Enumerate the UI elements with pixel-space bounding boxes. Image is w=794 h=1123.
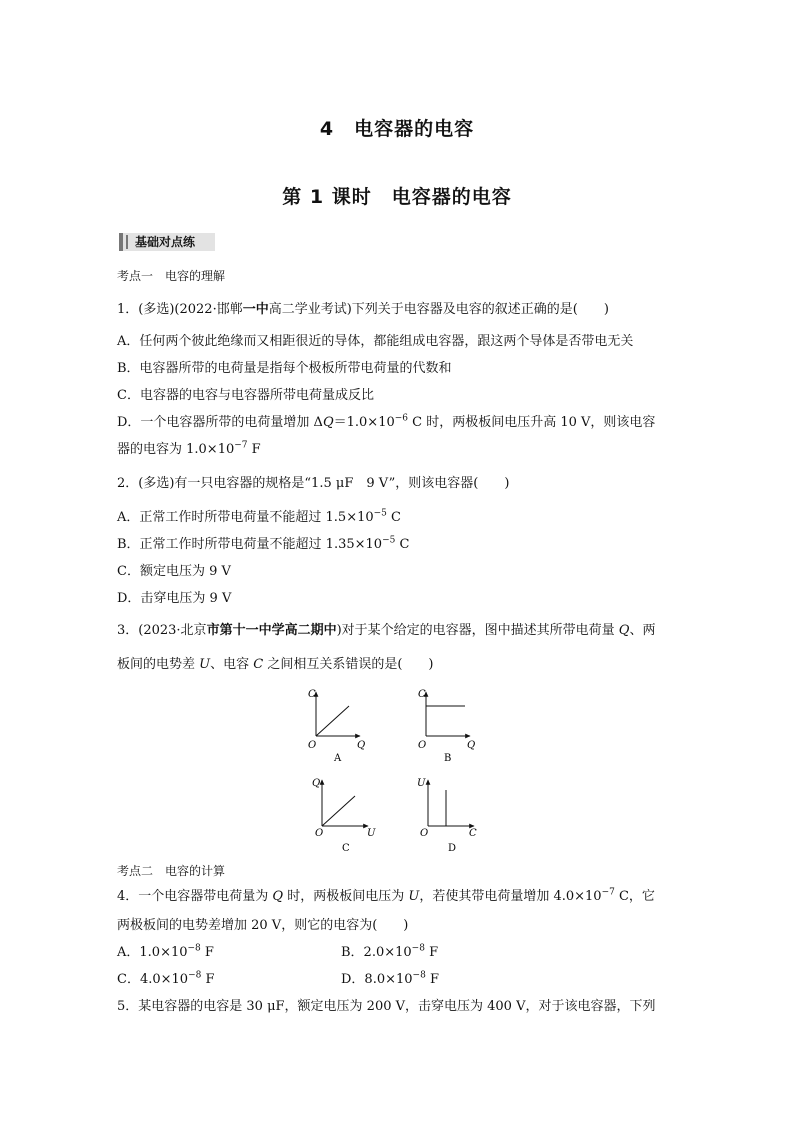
question-5-stem: 5．某电容器的电容是 30 μF，额定电压为 200 V，击穿电压为 400 V，对于该电容器，下列	[117, 999, 656, 1014]
question-1-option-b: B．电容器所带的电荷量是指每个极板所带电荷量的代数和	[117, 361, 452, 376]
question-1-option-a: A．任何两个彼此绝缘而又相距很近的导体，都能组成电容器，跟这两个导体是否带电无关	[117, 334, 634, 349]
question-3-stem-line-1: 3．(2023·北京市第十一中学高二期中)对于某个给定的电容器，图中描述其所带电荷量 Q、两	[117, 623, 656, 638]
graph-d-caption: D	[448, 843, 457, 854]
graph-c	[312, 778, 376, 854]
graph-b-x-label: Q	[467, 740, 476, 751]
graph-c-y-label: Q	[312, 778, 321, 789]
question-4-option-a: A．$1.0\times 10^{-8}$ F	[117, 943, 214, 960]
question-2-option-d: D．击穿电压为 9 V	[117, 591, 232, 606]
question-4-option-b: B．$2.0\times 10^{-8}$ F	[341, 943, 439, 960]
question-1-stem: 1．(多选)(2022·邯郸一中高二学业考试)下列关于电容器及电容的叙述正确的是( )	[117, 302, 609, 317]
graph-a-origin: O	[308, 740, 317, 751]
graph-d-origin: O	[420, 828, 429, 839]
question-4-stem-line-2: 两极板间的电势差增加 20 V，则它的电容为( )	[117, 918, 409, 933]
section-badge: 基础对点练	[119, 233, 215, 251]
graph-c-line	[322, 796, 355, 826]
chapter-title: 4 电容器的电容	[319, 118, 475, 140]
question-4-option-c: C．$4.0\times 10^{-8}$ F	[117, 970, 215, 987]
graph-a-x-label: Q	[357, 740, 366, 751]
topic-heading-1: 考点一 电容的理解	[117, 269, 226, 283]
graph-b-caption: B	[444, 753, 452, 764]
graph-c-origin: O	[315, 828, 324, 839]
graph-b-y-label: C	[418, 689, 426, 700]
graph-b-origin: O	[418, 740, 427, 751]
graph-a-caption: A	[334, 753, 342, 764]
graph-a	[308, 689, 365, 764]
question-2-option-c: C．额定电压为 9 V	[117, 564, 231, 579]
question-4-option-d: D．$8.0\times 10^{-8}$ F	[341, 970, 439, 987]
graph-c-caption: C	[342, 843, 350, 854]
question-1-option-d: D．一个电容器所带的电荷量增加 $\Delta Q=1.0\times 10^{-6}$ C 时，两极板间电压升高 10 V，则该电容	[117, 413, 656, 430]
graph-b	[418, 689, 475, 764]
graph-d	[417, 778, 477, 854]
graph-a-line	[316, 706, 349, 736]
graph-d-y-label: U	[417, 778, 426, 789]
graph-a-y-label: C	[308, 689, 316, 700]
question-3-stem-line-2: 板间的电势差 U、电容 C 之间相互关系错误的是( )	[117, 657, 434, 672]
question-2-stem: 2．(多选)有一只电容器的规格是“1.5 μF 9 V”，则该电容器( )	[117, 476, 510, 491]
graph-d-x-label: C	[469, 828, 477, 839]
graph-c-x-label: U	[367, 828, 376, 839]
question-1-option-c: C．电容器的电容与电容器所带电荷量成反比	[117, 388, 374, 403]
lesson-title: 第 1 课时 电容器的电容	[282, 186, 512, 208]
topic-heading-2: 考点二 电容的计算	[117, 864, 226, 878]
question-1-option-d-continued: 器的电容为 $1.0\times 10^{-7}$ F	[117, 440, 261, 457]
question-2-option-a: A．正常工作时所带电荷量不能超过 $1.5\times 10^{-5}$ C	[117, 508, 402, 525]
question-4-stem-line-1: 4．一个电容器带电荷量为 Q 时，两极板间电压为 U，若使其带电荷量增加 $4.0\times 10^{-7}$ C，它	[117, 887, 655, 904]
question-2-option-b: B．正常工作时所带电荷量不能超过 $1.35\times 10^{-5}$ C	[117, 535, 410, 552]
